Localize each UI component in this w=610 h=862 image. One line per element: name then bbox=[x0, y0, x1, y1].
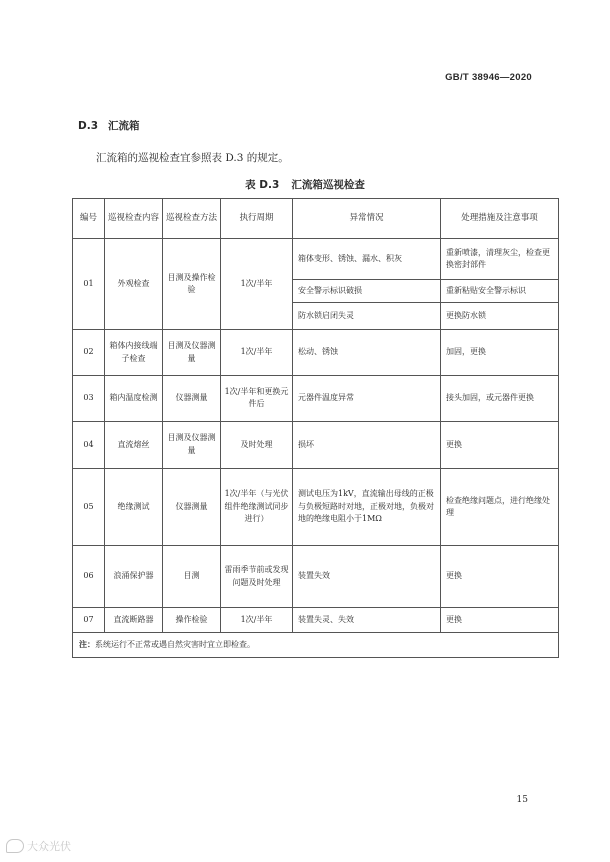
row-method: 目测及仪器测量 bbox=[163, 421, 221, 469]
row-condition: 安全警示标识破损 bbox=[293, 280, 441, 303]
row-action: 加固，更换 bbox=[441, 330, 559, 376]
section-title: 汇流箱 bbox=[108, 120, 140, 132]
table-number: 表 D.3 bbox=[245, 179, 280, 191]
row-period: 1次/半年（与光伏组件绝缘测试同步进行） bbox=[221, 469, 293, 546]
table-row bbox=[73, 375, 559, 421]
row-method: 目测 bbox=[163, 545, 221, 607]
row-condition: 装置失灵、失效 bbox=[293, 608, 441, 633]
table-note bbox=[73, 633, 559, 658]
table-row bbox=[73, 469, 559, 546]
row-method: 仪器测量 bbox=[163, 469, 221, 546]
row-content: 直流断路器 bbox=[105, 608, 163, 633]
row-period: 1次/半年 bbox=[221, 608, 293, 633]
col-header-id: 编号 bbox=[73, 199, 105, 239]
table-row bbox=[73, 239, 559, 280]
row-content: 箱体内接线端子检查 bbox=[105, 330, 163, 376]
row-condition: 箱体变形、锈蚀、漏水、积灰 bbox=[293, 239, 441, 280]
table-caption bbox=[0, 177, 610, 192]
note-text: 系统运行不正常或遇自然灾害时宜立即检查。 bbox=[95, 640, 255, 650]
row-id: 06 bbox=[73, 545, 105, 607]
row-content: 直流熔丝 bbox=[105, 421, 163, 469]
row-id: 05 bbox=[73, 469, 105, 546]
col-header-condition: 异常情况 bbox=[293, 199, 441, 239]
row-period: 1次/半年 bbox=[221, 239, 293, 330]
row-condition: 松动、锈蚀 bbox=[293, 330, 441, 376]
row-action: 更换防水锁 bbox=[441, 303, 559, 330]
table-row bbox=[73, 608, 559, 633]
row-id: 02 bbox=[73, 330, 105, 376]
table-header-row bbox=[73, 199, 559, 239]
row-condition: 元器件温度异常 bbox=[293, 375, 441, 421]
row-action: 检查绝缘问题点，进行绝缘处理 bbox=[441, 469, 559, 546]
standard-code: GB/T 38946—2020 bbox=[445, 72, 532, 83]
row-action: 重新喷漆，清理灰尘，检查更换密封部件 bbox=[441, 239, 559, 280]
row-action: 接头加固，或元器件更换 bbox=[441, 375, 559, 421]
row-content: 浪涌保护器 bbox=[105, 545, 163, 607]
row-method: 仪器测量 bbox=[163, 375, 221, 421]
row-action: 更换 bbox=[441, 608, 559, 633]
row-condition: 装置失效 bbox=[293, 545, 441, 607]
row-id: 03 bbox=[73, 375, 105, 421]
table-row bbox=[73, 421, 559, 469]
table-row bbox=[73, 545, 559, 607]
row-condition: 测试电压为1kV，直流输出母线的正极与负极短路时对地，正极对地，负极对地的绝缘电阻小于1MΩ bbox=[293, 469, 441, 546]
row-id: 01 bbox=[73, 239, 105, 330]
row-action: 更换 bbox=[441, 545, 559, 607]
section-heading bbox=[78, 118, 140, 133]
watermark-logo-icon bbox=[6, 839, 24, 853]
row-content: 箱内温度检测 bbox=[105, 375, 163, 421]
row-period: 雷雨季节前或发现问题及时处理 bbox=[221, 545, 293, 607]
row-id: 04 bbox=[73, 421, 105, 469]
table-note-row bbox=[73, 633, 559, 658]
row-condition: 损坏 bbox=[293, 421, 441, 469]
row-condition: 防水锁启闭失灵 bbox=[293, 303, 441, 330]
row-action: 重新粘贴安全警示标识 bbox=[441, 280, 559, 303]
page-number: 15 bbox=[516, 795, 528, 805]
row-method: 目测及操作检验 bbox=[163, 239, 221, 330]
row-method: 目测及仪器测量 bbox=[163, 330, 221, 376]
row-id: 07 bbox=[73, 608, 105, 633]
row-period: 及时处理 bbox=[221, 421, 293, 469]
table-row bbox=[73, 330, 559, 376]
row-content: 绝缘测试 bbox=[105, 469, 163, 546]
row-content: 外观检查 bbox=[105, 239, 163, 330]
row-action: 更换 bbox=[441, 421, 559, 469]
section-number: D.3 bbox=[78, 120, 99, 132]
intro-paragraph: 汇流箱的巡视检查宜参照表 D.3 的规定。 bbox=[96, 152, 289, 164]
col-header-method: 巡视检查方法 bbox=[163, 199, 221, 239]
row-method: 操作检验 bbox=[163, 608, 221, 633]
table-title-text: 汇流箱巡视检查 bbox=[291, 179, 365, 191]
row-period: 1次/半年和更换元件后 bbox=[221, 375, 293, 421]
watermark bbox=[6, 838, 71, 854]
note-label: 注： bbox=[79, 639, 95, 650]
watermark-text: 大众光伏 bbox=[27, 840, 71, 853]
col-header-content: 巡视检查内容 bbox=[105, 199, 163, 239]
row-period: 1次/半年 bbox=[221, 330, 293, 376]
inspection-table bbox=[72, 198, 559, 658]
col-header-action: 处理措施及注意事项 bbox=[441, 199, 559, 239]
col-header-period: 执行周期 bbox=[221, 199, 293, 239]
